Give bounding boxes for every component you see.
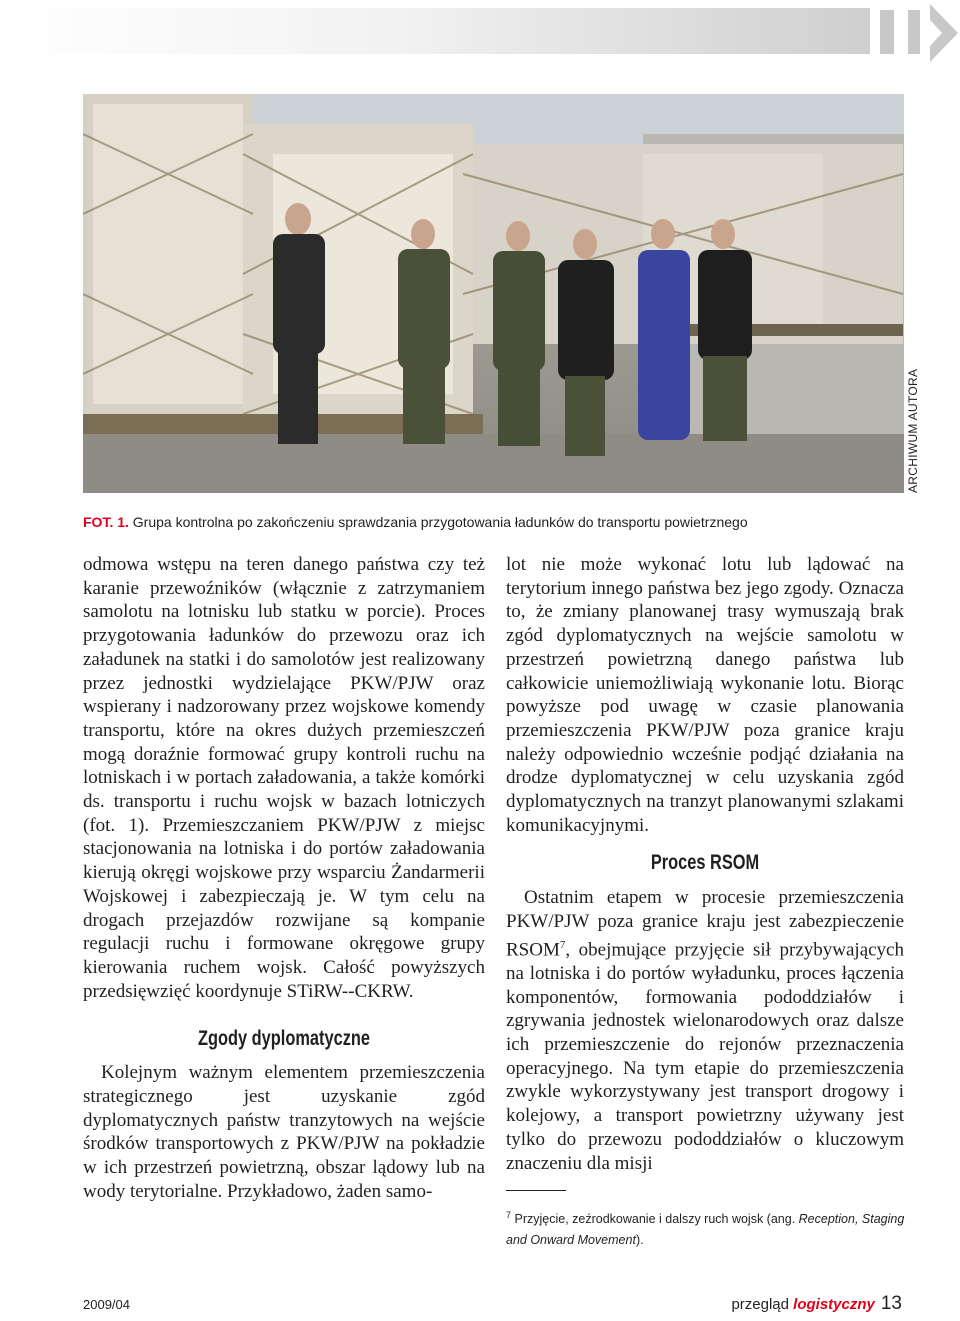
journal-brand-1: przegląd [731, 1296, 794, 1313]
footnote-ref: 7 [559, 938, 566, 951]
footnote-number: 7 [506, 1210, 512, 1220]
footnote-end: ). [635, 1233, 644, 1248]
footnote-italic: Reception, Staging and Onward Movement [506, 1212, 905, 1248]
section-heading-zgody: Zgody dyplomatyczne [197, 1027, 371, 1051]
right-column [506, 553, 904, 1175]
footnote-rule [506, 1190, 566, 1191]
journal-brand-2: logistyczny [793, 1296, 875, 1313]
photo-cargo-inspection-team [83, 94, 904, 493]
right-paragraph-1: lot nie może wykonać lotu lub lądować na terytorium innego państwa bez jego zgody. Oznacza to, że zmiany planowanej trasy wymuszają brak zgód dyplomatycznych na wejście samolotu w przestrzeń powietrzną danego państwa lub całkowicie uniemożliwiają wykonanie lotu. Biorąc powyższe pod uwagę w czasie planowania przemieszczenia PKW/PJW poza granice kraju należy odpowiednio wcześnie podjąć działania na drodze dyplomatycznej w celu uzyskania zgód dyplomatycznych na tranzyt planowanymi szlakami komunikacyjnymi. [506, 554, 904, 836]
header-decoration [0, 0, 960, 62]
arrow-icon [928, 4, 960, 62]
caption-text: Grupa kontrolna po zakończeniu sprawdzania przygotowania ładunków do transportu powietrznego [132, 514, 748, 530]
page-number: 13 [880, 1293, 902, 1314]
rsom-text-before: Ostatnim etapem w procesie przemieszczenia PKW/PJW poza granice kraju jest zabezpieczenie RSOM [506, 887, 904, 961]
journal-footer [731, 1293, 902, 1315]
rsom-text-after: , obejmujące przyjęcie sił przybywających na lotniska i do portów wyładunku, proces łączenia komponentów, formowania pododdziałów i zgrywania jednostek wielonarodowych oraz dalsze ich przemieszczenie do rejonów przeznaczenia operacyjnego. Na tym etapie do przemieszczenia zwykle wykorzystywany jest transport drogowy i kolejowy, a transport powietrzny używany jest tylko do przewozu pododdziałów o kluczowym znaczeniu dla misji [506, 939, 904, 1174]
caption-label: FOT. 1. [83, 514, 129, 530]
photo-credit: ARCHIWUM AUTORA [906, 368, 920, 493]
section-heading-rsom: Proces RSOM [650, 851, 760, 875]
left-paragraph-2: Kolejnym ważnym elementem przemieszczenia strategicznego jest uzyskanie zgód dyplomatycznych państw tranzytowych na wejście środków transportowych z PKW/PJW na pokładzie w ich przestrzeń powietrzną, obszar lądowy lub na wody terytorialne. Przykładowo, żaden samo- [83, 1062, 485, 1202]
left-paragraph-1: odmowa wstępu na teren danego państwa czy też karanie przewoźników (włącznie z zatrzymaniem samolotu na lotnisku lub statku w porcie). Proces przygotowania ładunków do przewozu oraz ich załadunek na statki i do samolotów jest realizowany przez jednostki wydzielające PKW/PJW oraz wspierany i nadzorowany przez wojskowe komendy transportu, które na okres dużych przemieszczeń mogą doraźnie formować grupy kontroli ruchu na lotniskach i w portach załadowania, a także komórki ds. transportu i ruchu wojsk w bazach lotniczych (fot. 1). Przemieszczaniem PKW/PJW z miejsc stacjonowania na lotniska i do portów załadowania kierują okręgi wojskowe przy wsparciu Żandarmerii Wojskowej i zabezpieczają je. W tym celu na drogach przejazdów rozwijane są kompanie regulacji ruchu i formowane okręgowe grupy kierowania ruchem wojsk. Całość powyższych przedsięwzięć koordynuje STiRW--CKRW. [83, 554, 485, 1002]
issue-number: 2009/04 [83, 1297, 130, 1312]
footnote [506, 1205, 906, 1251]
left-column [83, 553, 485, 1204]
right-paragraph-2 [506, 886, 904, 1175]
footnote-text: Przyjęcie, zeźrodkowanie i dalszy ruch wojsk (ang. [514, 1212, 799, 1227]
photo-caption [83, 514, 923, 530]
